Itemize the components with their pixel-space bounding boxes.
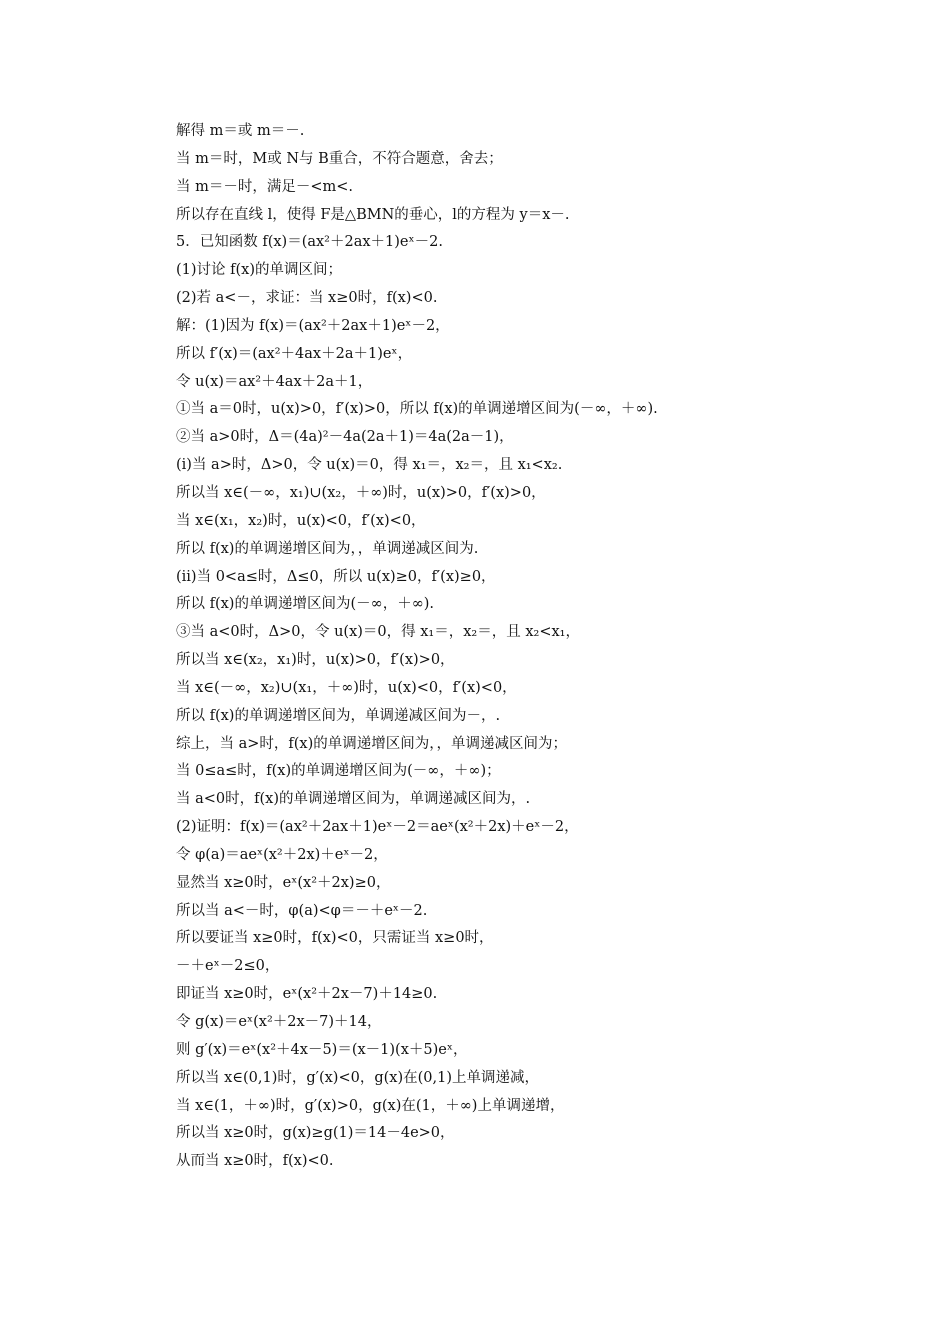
- text-line: 所以当 a<－时，φ(a)<φ＝－＋eˣ－2.: [176, 902, 428, 919]
- text-line: 所以 f(x)的单调递增区间为，单调递减区间为－，.: [176, 707, 501, 724]
- text-line: 当 x∈(－∞，x₂)∪(x₁，＋∞)时，u(x)<0，f′(x)<0，: [176, 679, 517, 696]
- text-line: (ⅱ)当 0<a≤时，Δ≤0，所以 u(x)≥0，f′(x)≥0，: [176, 568, 496, 585]
- text-line: 即证当 x≥0时，eˣ(x²＋2x－7)＋14≥0.: [176, 986, 438, 1003]
- text-line: 所以要证当 x≥0时，f(x)<0，只需证当 x≥0时，: [176, 930, 494, 947]
- text-line: ②当 a>0时，Δ＝(4a)²－4a(2a＋1)＝4a(2a－1)，: [176, 429, 514, 446]
- text-line: 当 x∈(1，＋∞)时，g′(x)>0，g(x)在(1，＋∞)上单调递增，: [176, 1097, 565, 1114]
- text-line: 令 φ(a)＝aeˣ(x²＋2x)＋eˣ－2，: [176, 846, 388, 863]
- text-line: 当 m＝－时，满足－<m<.: [176, 178, 354, 195]
- text-line: 所以当 x∈(x₂，x₁)时，u(x)>0，f′(x)>0，: [176, 652, 455, 669]
- text-line: 解得 m＝或 m＝－.: [176, 123, 305, 139]
- text-line: 所以当 x∈(0,1)时，g′(x)<0，g(x)在(0,1)上单调递减，: [176, 1069, 539, 1086]
- sub-question-1: (1)讨论 f(x)的单调区间；: [176, 262, 343, 279]
- problem-statement: 5．已知函数 f(x)＝(ax²＋2ax＋1)eˣ－2.: [176, 234, 443, 251]
- conclusion-line: 从而当 x≥0时，f(x)<0.: [176, 1153, 334, 1170]
- text-line: 令 u(x)＝ax²＋4ax＋2a＋1，: [176, 373, 373, 390]
- text-line: 则 g′(x)＝eˣ(x²＋4x－5)＝(x－1)(x＋5)eˣ，: [176, 1041, 468, 1058]
- sub-question-2: (2)若 a<－，求证：当 x≥0时，f(x)<0.: [176, 290, 438, 307]
- text-line: (ⅰ)当 a>时，Δ>0，令 u(x)＝0，得 x₁＝，x₂＝，且 x₁<x₂.: [176, 457, 563, 474]
- text-line: 令 g(x)＝eˣ(x²＋2x－7)＋14，: [176, 1014, 382, 1030]
- text-line: －＋eˣ－2≤0，: [176, 958, 280, 975]
- proof-start: (2)证明：f(x)＝(ax²＋2ax＋1)eˣ－2＝aeˣ(x²＋2x)＋eˣ－2，: [176, 819, 579, 836]
- text-line: 当 a<0时，f(x)的单调递增区间为，单调递减区间为，.: [176, 791, 531, 808]
- solution-start: 解：(1)因为 f(x)＝(ax²＋2ax＋1)eˣ－2，: [176, 317, 450, 334]
- document-page: [176, 118, 816, 1176]
- text-line: 所以存在直线 l，使得 F是△BMN的垂心，l的方程为 y＝x－.: [176, 206, 570, 223]
- text-line: ③当 a<0时，Δ>0，令 u(x)＝0，得 x₁＝，x₂＝，且 x₂<x₁，: [176, 624, 580, 641]
- text-line: 所以当 x≥0时，g(x)≥g(1)＝14－4e>0，: [176, 1125, 455, 1142]
- text-line: 所以 f(x)的单调递增区间为，，单调递减区间为.: [176, 540, 479, 557]
- text-line: 当 0≤a≤时，f(x)的单调递增区间为(－∞，＋∞)；: [176, 763, 501, 780]
- text-line: 所以 f(x)的单调递增区间为(－∞，＋∞).: [176, 596, 435, 613]
- text-line: 综上，当 a>时，f(x)的单调递增区间为，，单调递减区间为；: [176, 735, 568, 752]
- text-line: 显然当 x≥0时，eˣ(x²＋2x)≥0，: [176, 874, 391, 891]
- text-line: 所以当 x∈(－∞，x₁)∪(x₂，＋∞)时，u(x)>0，f′(x)>0，: [176, 484, 546, 501]
- text-line: ①当 a＝0时，u(x)>0，f′(x)>0，所以 f(x)的单调递增区间为(－∞，＋∞).: [176, 401, 658, 418]
- text-line: 当 x∈(x₁，x₂)时，u(x)<0，f′(x)<0，: [176, 512, 426, 529]
- text-line: 当 m＝时，M或 N与 B重合，不符合题意，舍去；: [176, 150, 503, 167]
- text-line: 所以 f′(x)＝(ax²＋4ax＋2a＋1)eˣ，: [176, 345, 413, 362]
